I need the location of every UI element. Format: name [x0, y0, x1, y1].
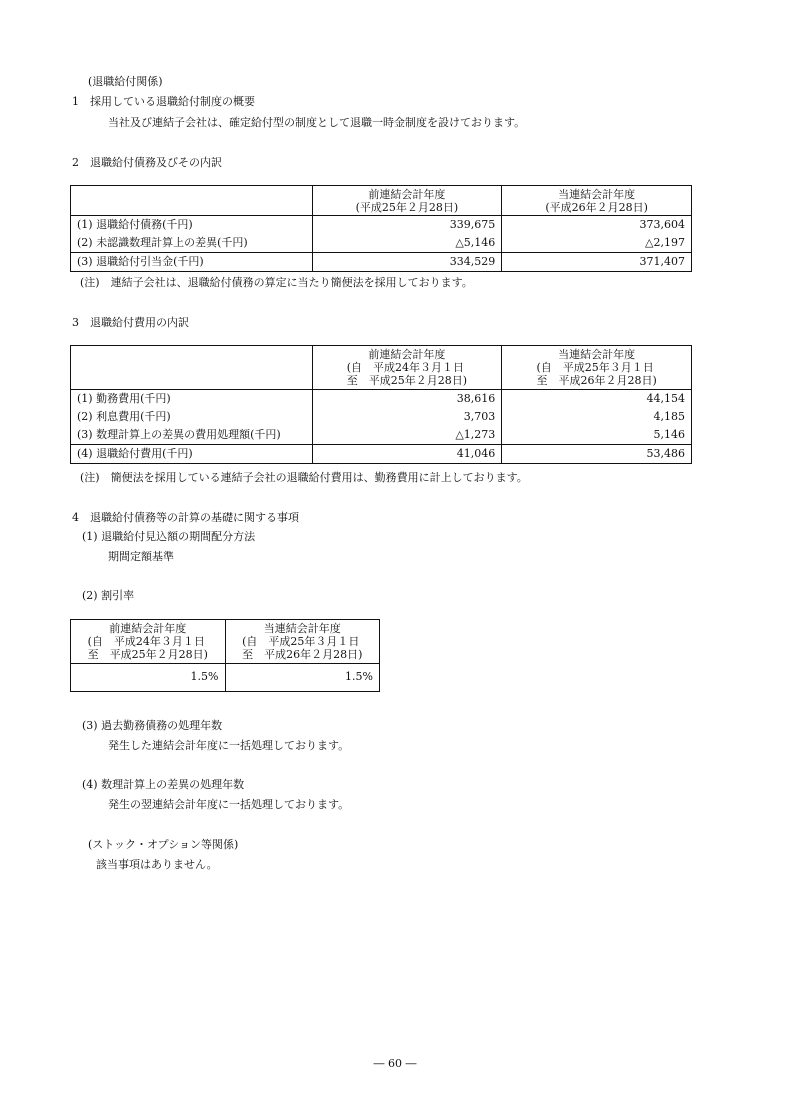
row-curr-value: 373,604	[502, 216, 692, 235]
section-1-body: 当社及び連結子会社は、確定給付型の制度として退職一時金制度を設けております。	[108, 116, 526, 129]
row-prev-value: 339,675	[312, 216, 502, 235]
retirement-heading: (退職給付関係)	[88, 75, 163, 88]
stock-option-heading: (ストック・オプション等関係)	[88, 838, 239, 851]
row-label: (4) 退職給付費用(千円)	[71, 445, 313, 464]
item-1-body: 期間定額基準	[108, 550, 174, 563]
header-prev-title: 前連結会計年度	[368, 187, 446, 201]
header-curr-year	[502, 346, 692, 390]
header-curr-period: (平成26年２月28日)	[545, 200, 648, 214]
row-curr-value: 4,185	[502, 408, 692, 426]
section-4-title: 4 退職給付債務等の計算の基礎に関する事項	[72, 511, 299, 524]
header-prev-from: (自 平成24年３月１日	[87, 635, 205, 648]
item-1-title: (1) 退職給付見込額の期間配分方法	[82, 530, 256, 543]
row-prev-value: 41,046	[312, 445, 502, 464]
row-prev-value: △1,273	[312, 426, 502, 445]
rate-prev-value: 1.5%	[71, 664, 226, 692]
row-label: (1) 勤務費用(千円)	[71, 390, 313, 409]
header-prev-to: 至 平成25年２月28日)	[346, 374, 468, 387]
table-row	[71, 664, 380, 692]
table-row	[71, 253, 692, 272]
header-curr-to: 至 平成26年２月28日)	[536, 374, 657, 387]
header-prev-title: 前連結会計年度	[368, 348, 446, 361]
header-prev-from: (自 平成24年３月１日	[346, 361, 465, 374]
row-prev-value: △5,146	[312, 234, 502, 253]
header-prev-to: 至 平成25年２月28日)	[87, 648, 208, 661]
header-curr-title: 当連結会計年度	[263, 622, 341, 635]
row-prev-value: 3,703	[312, 408, 502, 426]
section-2-note: (注) 連結子会社は、退職給付債務の算定に当たり簡便法を採用しております。	[80, 276, 473, 289]
table-row	[71, 390, 692, 409]
header-curr-title: 当連結会計年度	[558, 187, 636, 201]
header-blank	[71, 346, 313, 390]
header-prev-year	[312, 346, 502, 390]
row-label: (3) 退職給付引当金(千円)	[71, 253, 313, 272]
item-2-title: (2) 割引率	[82, 589, 135, 602]
header-curr-to: 至 平成26年２月28日)	[242, 648, 363, 661]
stock-option-body: 該当事項はありません。	[96, 858, 218, 871]
table-row	[71, 216, 692, 235]
header-blank	[71, 186, 313, 216]
row-label: (1) 退職給付債務(千円)	[71, 216, 313, 235]
header-prev-year	[312, 186, 502, 216]
item-3-body: 発生した連結会計年度に一括処理しております。	[108, 739, 350, 752]
rate-curr-value: 1.5%	[225, 664, 380, 692]
row-curr-value: 5,146	[502, 426, 692, 445]
section-2-title: 2 退職給付債務及びその内訳	[72, 156, 222, 169]
row-curr-value: △2,197	[502, 234, 692, 253]
row-label: (2) 未認識数理計算上の差異(千円)	[71, 234, 313, 253]
header-prev-period: (平成25年２月28日)	[355, 200, 459, 214]
row-curr-value: 371,407	[502, 253, 692, 272]
obligation-table	[70, 185, 692, 272]
section-1-title: 1 採用している退職給付制度の概要	[72, 95, 255, 108]
row-prev-value: 38,616	[312, 390, 502, 409]
item-4-title: (4) 数理計算上の差異の処理年数	[82, 778, 245, 791]
section-3-note: (注) 簡便法を採用している連結子会社の退職給付費用は、勤務費用に計上しております。	[80, 471, 528, 484]
row-curr-value: 44,154	[502, 390, 692, 409]
item-3-title: (3) 過去勤務債務の処理年数	[82, 719, 223, 732]
table-row	[71, 234, 692, 253]
discount-rate-table	[70, 619, 380, 692]
header-curr-title: 当連結会計年度	[558, 348, 636, 361]
header-curr-from: (自 平成25年３月１日	[242, 635, 360, 648]
row-prev-value: 334,529	[312, 253, 502, 272]
table-row	[71, 445, 692, 464]
table-row	[71, 408, 692, 426]
header-curr-year	[225, 620, 380, 664]
row-label: (2) 利息費用(千円)	[71, 408, 313, 426]
header-curr-from: (自 平成25年３月１日	[536, 361, 654, 374]
row-label: (3) 数理計算上の差異の費用処理額(千円)	[71, 426, 313, 445]
header-prev-title: 前連結会計年度	[109, 622, 187, 635]
row-curr-value: 53,486	[502, 445, 692, 464]
page-number: ― 60 ―	[373, 1057, 417, 1070]
section-3-title: 3 退職給付費用の内訳	[72, 316, 189, 329]
header-prev-year	[71, 620, 226, 664]
expense-table	[70, 345, 692, 464]
header-curr-year	[502, 186, 692, 216]
item-4-body: 発生の翌連結会計年度に一括処理しております。	[108, 798, 350, 811]
table-row	[71, 426, 692, 445]
